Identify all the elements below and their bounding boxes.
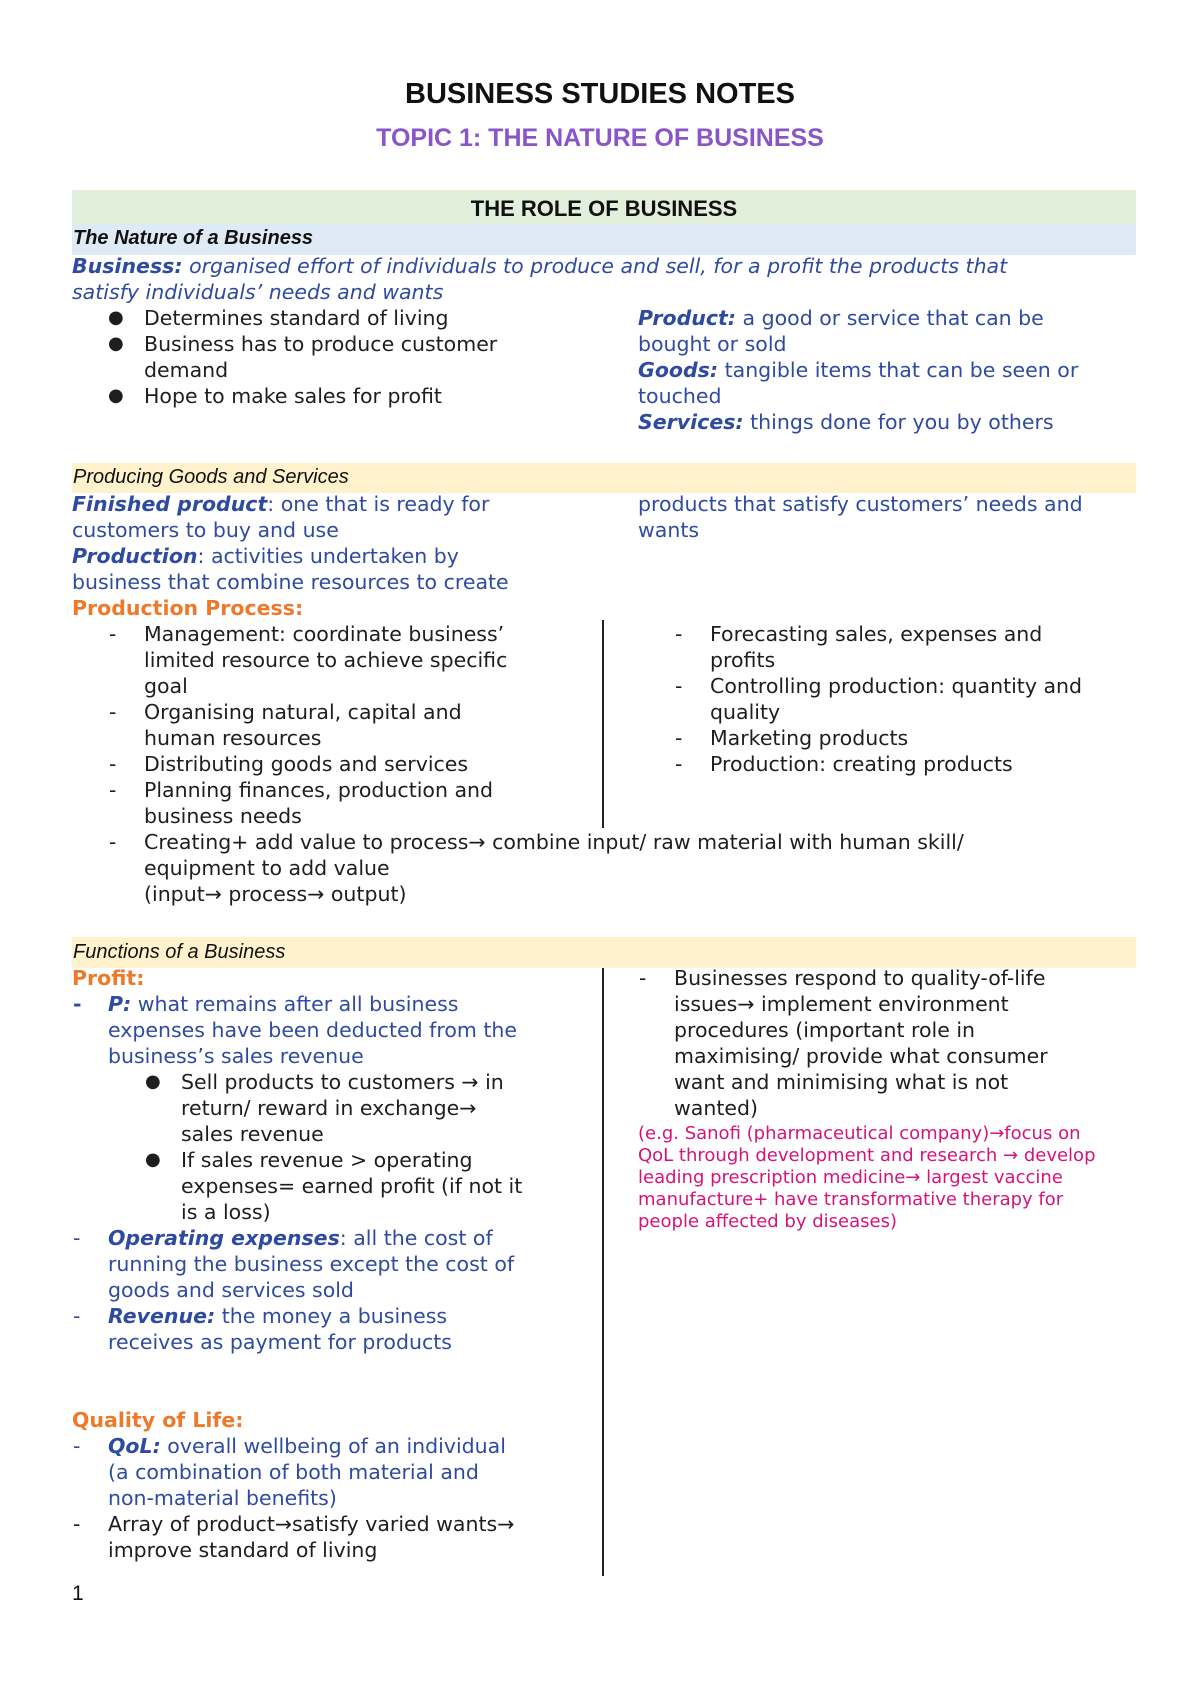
list-item: wanted) — [674, 1096, 758, 1120]
role-heading: THE ROLE OF BUSINESS — [470, 196, 738, 221]
definition-text: business’s sales revenue — [108, 1044, 364, 1068]
list-item: improve standard of living — [108, 1538, 378, 1562]
definition-text: receives as payment for products — [108, 1330, 452, 1354]
product-term: Product: — [638, 306, 737, 330]
list-item: Array of product→satisfy varied wants→ — [108, 1512, 515, 1536]
revenue-definition: - Revenue: the money a business receives as payment for products — [73, 1304, 452, 1354]
role-definitions — [638, 305, 1078, 435]
creating-value-item: - Creating+ add value to process→ combine input/ raw material with human skill/ equipment to add value (input→ process→ output) — [109, 830, 964, 906]
definition-text: goods and services sold — [108, 1278, 354, 1302]
definition-text: customers to buy and use — [72, 518, 339, 542]
production-term: Production — [72, 544, 198, 568]
list-item: Planning finances, production and — [144, 778, 494, 802]
functions-heading: Functions of a Business — [73, 941, 286, 963]
definition-text: wants — [638, 518, 700, 542]
list-item: Production: creating products — [710, 752, 1013, 776]
list-item: demand — [144, 358, 229, 382]
finished-product-term: Finished product — [72, 492, 268, 516]
process-right-list: - Forecasting sales, expenses and profits - Controlling production: quantity and quality - Marketing products - Production: creating products — [675, 622, 1083, 776]
producing-definitions — [72, 491, 509, 595]
definition-text: the money a business — [215, 1304, 448, 1328]
list-item: expenses= earned profit (if not it — [181, 1174, 523, 1198]
list-item: Organising natural, capital and — [144, 700, 462, 724]
nature-heading: The Nature of a Business — [73, 227, 314, 249]
business-term: Business: — [72, 254, 183, 278]
profit-heading: Profit: — [72, 966, 145, 990]
list-item: Distributing goods and services — [144, 752, 469, 776]
list-item: return/ reward in exchange→ — [181, 1096, 477, 1120]
list-item: maximising/ provide what consumer — [674, 1044, 1048, 1068]
definition-text: : activities undertaken by — [197, 544, 459, 568]
role-bullet-list: ● Determines standard of living ● Business has to produce customer demand ● Hope to make sales for profit — [108, 306, 498, 408]
list-item: Determines standard of living — [144, 306, 449, 330]
definition-text: what remains after all business — [131, 992, 459, 1016]
services-term: Services: — [638, 410, 744, 434]
list-item: want and minimising what is not — [674, 1070, 1009, 1094]
list-item: If sales revenue > operating — [181, 1148, 473, 1172]
list-item: business needs — [144, 804, 302, 828]
list-item: Marketing products — [710, 726, 909, 750]
profit-definition: - P: what remains after all business expenses have been deducted from the business’s sales revenue — [73, 992, 517, 1068]
definition-text: (a combination of both material and — [108, 1460, 479, 1484]
definition-text: : one that is ready for — [267, 492, 490, 516]
list-item: procedures (important role in — [674, 1018, 976, 1042]
operating-expenses-definition: - Operating expenses: all the cost of running the business except the cost of goods and services sold — [73, 1226, 515, 1302]
list-item: Controlling production: quantity and — [710, 674, 1083, 698]
list-item: issues→ implement environment — [674, 992, 1009, 1016]
definition-text: tangible items that can be seen or — [718, 358, 1079, 382]
list-item: human resources — [144, 726, 322, 750]
definition-text: running the business except the cost of — [108, 1252, 515, 1276]
list-item: Forecasting sales, expenses and — [710, 622, 1043, 646]
example-line: manufacture+ have transformative therapy for — [638, 1189, 1064, 1210]
business-def-line: organised effort of individuals to produce and sell, for a profit the products that — [182, 254, 1008, 278]
definition-text: bought or sold — [638, 332, 787, 356]
list-item: Hope to make sales for profit — [144, 384, 442, 408]
producing-right-text — [638, 491, 1083, 543]
example-line: people affected by diseases) — [638, 1211, 897, 1232]
list-item: sales revenue — [181, 1122, 324, 1146]
list-item: profits — [710, 648, 776, 672]
example-line: (e.g. Sanofi (pharmaceutical company)→focus on — [638, 1123, 1081, 1144]
revenue-term: Revenue: — [108, 1304, 216, 1328]
definition-text: expenses have been deducted from the — [108, 1018, 517, 1042]
definition-text: things done for you by others — [743, 410, 1054, 434]
list-item: limited resource to achieve specific — [144, 648, 508, 672]
page-title: BUSINESS STUDIES NOTES — [405, 78, 795, 110]
quality-of-life-heading: Quality of Life: — [72, 1408, 244, 1432]
example-line: QoL through development and research → develop — [638, 1145, 1096, 1166]
business-def-line: satisfy individuals’ needs and wants — [72, 280, 444, 304]
qol-term: QoL: — [108, 1434, 161, 1458]
operating-expenses-term: Operating expenses — [108, 1226, 340, 1250]
page-number: 1 — [72, 1582, 84, 1605]
list-item: Business has to produce customer — [144, 332, 498, 356]
definition-text: a good or service that can be — [736, 306, 1044, 330]
process-left-list: - Management: coordinate business’ limited resource to achieve specific goal - Organising natural, capital and human resources - Distributing goods and services - Planning finances, production and business needs — [109, 622, 508, 828]
example-line: leading prescription medicine→ largest vaccine — [638, 1167, 1063, 1188]
business-definition — [72, 253, 1007, 305]
goods-term: Goods: — [638, 358, 719, 382]
qol-response-item: - Businesses respond to quality-of-life issues→ implement environment procedures (important role in maximising/ provide what consumer want and minimising what is not wanted) — [639, 966, 1048, 1120]
sanofi-example — [638, 1123, 1096, 1233]
production-process-heading: Production Process: — [72, 596, 304, 620]
definition-text: touched — [638, 384, 722, 408]
definition-text: : all the cost of — [339, 1226, 493, 1250]
definition-text: overall wellbeing of an individual — [160, 1434, 506, 1458]
list-item: goal — [144, 674, 188, 698]
producing-heading: Producing Goods and Services — [73, 466, 349, 488]
definition-text: non-material benefits) — [108, 1486, 337, 1510]
profit-term: P: — [108, 992, 132, 1016]
list-item: Businesses respond to quality-of-life — [674, 966, 1046, 990]
list-item: Sell products to customers → in — [181, 1070, 504, 1094]
list-item: Creating+ add value to process→ combine input/ raw material with human skill/ — [144, 830, 964, 854]
definition-text: business that combine resources to create — [72, 570, 509, 594]
column-divider — [602, 620, 604, 828]
qol-definition: - QoL: overall wellbeing of an individual (a combination of both material and non-material benefits) — [73, 1434, 506, 1510]
list-item: equipment to add value — [144, 856, 390, 880]
list-item: Management: coordinate business’ — [144, 622, 505, 646]
list-item: (input→ process→ output) — [144, 882, 407, 906]
profit-sub-list: ● Sell products to customers → in return/ reward in exchange→ sales revenue ● If sales revenue > operating expenses= earned profit (if not it is a loss) — [145, 1070, 523, 1224]
list-item: is a loss) — [181, 1200, 271, 1224]
page-subtitle: TOPIC 1: THE NATURE OF BUSINESS — [376, 124, 824, 152]
array-item: - Array of product→satisfy varied wants→ improve standard of living — [73, 1512, 515, 1562]
definition-text: products that satisfy customers’ needs and — [638, 492, 1083, 516]
list-item: quality — [710, 700, 781, 724]
column-divider — [602, 968, 604, 1576]
